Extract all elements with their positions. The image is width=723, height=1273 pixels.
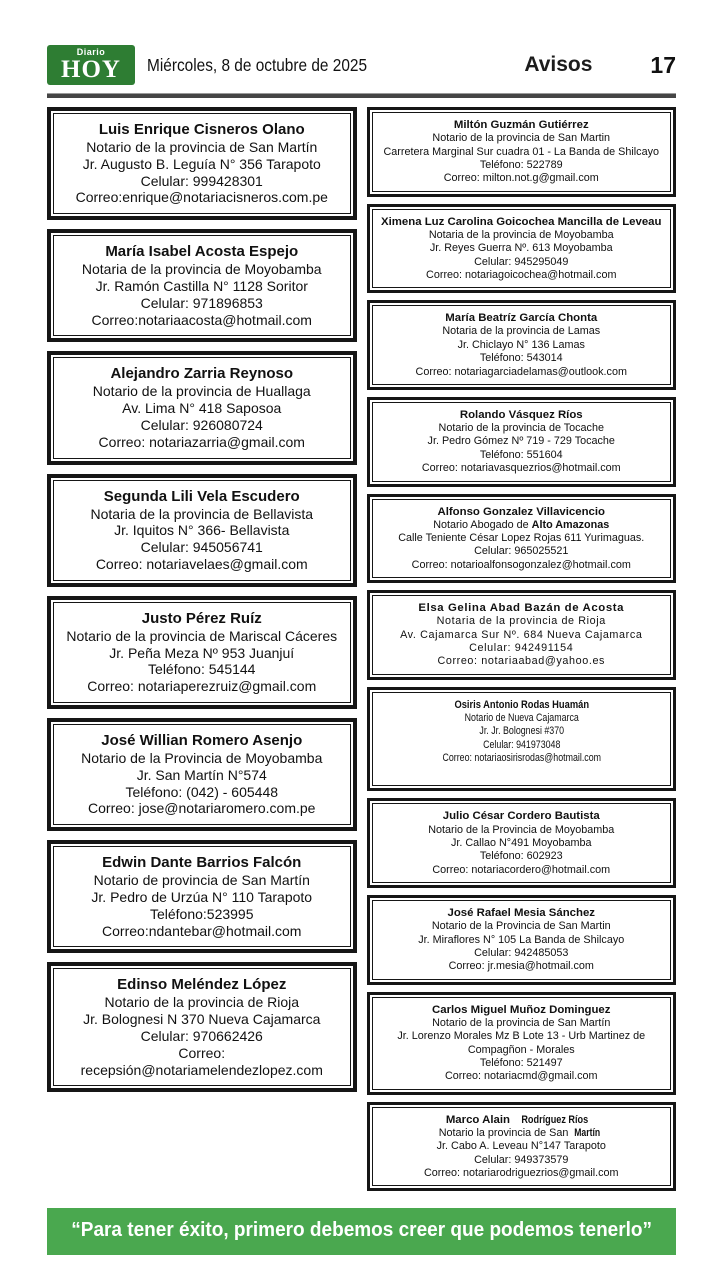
logo-top-text: Diario — [76, 46, 106, 57]
notary-address: Jr. Callao N°491 Moyobamba — [450, 837, 592, 849]
notary-card-perez — [47, 596, 357, 709]
notary-card-barrios — [47, 840, 357, 953]
notary-address: Jr. Augusto B. Leguía N° 356 Tarapoto — [82, 155, 321, 172]
notary-phone: Celular: 965025521 — [474, 545, 569, 558]
notary-name: Rolando Vásquez Ríos — [459, 408, 583, 421]
notary-title-bold-segment: Alto Amazonas — [531, 518, 610, 531]
notary-title: Notario de la provincia de San Martin — [432, 132, 611, 145]
notary-address: Jr. Iquitos N° 366- Bellavista — [114, 522, 290, 539]
notary-title: Notario de la provincia de Huallaga — [92, 383, 311, 400]
listings-columns — [47, 107, 676, 1198]
notary-address: Jr. Peña Meza Nº 953 Juanjuí — [109, 644, 295, 661]
notary-title: Notario de la provincia de San Martín — [432, 1016, 611, 1029]
notary-phone: Celular: 942485053 — [474, 947, 569, 960]
notary-name: Alfonso Gonzalez Villavicencio — [437, 505, 606, 518]
notary-title: Notaria de la provincia de Moyobamba — [81, 261, 322, 278]
notary-phone: Teléfono: 543014 — [479, 352, 563, 365]
notary-title: Notaria de la provincia de Bellavista — [90, 505, 314, 522]
notary-name: Luis Enrique Cisneros Olano — [98, 121, 305, 138]
notary-card-munoz — [367, 992, 677, 1095]
notary-card-romero — [47, 718, 357, 831]
notary-phone: Celular: 970662426 — [140, 1027, 263, 1044]
notary-card-goicochea — [367, 204, 677, 294]
notary-card-melendez — [47, 962, 357, 1092]
notary-phone: Teléfono: 522789 — [479, 158, 563, 171]
notary-email: Correo: milton.not.g@gmail.com — [443, 172, 599, 185]
notary-card-zarria — [47, 351, 357, 464]
notary-title: Notario la provincia de San Martín — [438, 1126, 601, 1139]
notary-email: Correo: notariavelaes@gmail.com — [95, 555, 308, 572]
notary-address: Jr. Lorenzo Morales Mz B Lote 13 - Urb Martinez de Compagñon - Morales — [397, 1030, 646, 1056]
section-title: Avisos — [524, 53, 593, 76]
notary-address: Jr. Pedro Gómez Nº 719 - 729 Tocache — [427, 435, 615, 448]
notary-card-vasquez — [367, 397, 677, 487]
notary-name: Edinso Meléndez López — [117, 976, 287, 994]
notary-title: Notario de la provincia de Rioja — [104, 994, 300, 1011]
notary-title: Notario de provincia de San Martín — [93, 872, 310, 889]
right-column — [367, 107, 677, 1198]
notary-card-rodriguez — [367, 1102, 677, 1192]
notary-email: Correo: jr.mesia@hotmail.com — [448, 960, 594, 973]
notary-address: Jr. Bolognesi N 370 Nueva Cajamarca — [83, 1011, 321, 1028]
notary-phone: Celular: 949373579 — [474, 1153, 569, 1166]
notary-card-cisneros — [47, 107, 357, 220]
notary-address: Jr. Ramón Castilla N° 1128 Soritor — [95, 277, 308, 294]
notary-title-condensed-segment: Martín — [574, 1126, 601, 1139]
notary-name: Elsa Gelina Abad Bazán de Acosta — [418, 602, 625, 615]
notary-name: Miltón Guzmán Gutiérrez — [453, 119, 589, 131]
notary-email: Correo:ndantebar@hotmail.com — [102, 922, 302, 939]
left-column — [47, 107, 357, 1101]
notary-address: Av. Cajamarca Sur Nº. 684 Nueva Cajamarca — [400, 628, 643, 641]
notary-address: Jr. Jr. Bolognesi #370 — [478, 725, 564, 738]
notary-address: Carretera Marginal Sur cuadra 01 - La Banda de Shilcayo — [383, 145, 659, 158]
notary-phone: Celular: 941973048 — [482, 738, 560, 751]
notary-email: Correo: notariavasquezrios@hotmail.com — [421, 462, 621, 475]
notary-phone: Celular: 945056741 — [140, 539, 263, 556]
notary-phone: Celular: 999428301 — [140, 172, 263, 189]
notary-phone: Teléfono: 551604 — [479, 448, 563, 461]
notary-address: Jr. Miraflores N° 105 La Banda de Shilcayo — [418, 933, 625, 946]
notary-name: Alejandro Zarria Reynoso — [110, 365, 294, 383]
notary-card-abad — [367, 590, 677, 680]
notary-address: Calle Teniente César Lopez Rojas 611 Yurimaguas. — [398, 532, 645, 545]
notary-address: Jr. San Martín N°574 — [136, 766, 267, 783]
notary-phone: Celular: 945295049 — [474, 255, 569, 268]
notary-email: Correo: notariagarciadelamas@outlook.com — [415, 365, 627, 378]
notary-address: Jr. Cabo A. Leveau N°147 Tarapoto — [436, 1140, 606, 1153]
notary-card-gonzalez — [367, 494, 677, 584]
notary-email: Correo:notariaacosta@hotmail.com — [91, 311, 312, 328]
notary-address: Jr. Pedro de Urzúa N° 110 Tarapoto — [91, 888, 313, 905]
notary-name: Justo Pérez Ruíz — [141, 609, 262, 627]
notary-name: Ximena Luz Carolina Goicochea Mancilla de Leveau — [381, 215, 662, 228]
notary-email: Correo: notariaosirisrodas@hotmail.com — [441, 752, 601, 765]
notary-email: Correo: recepsión@notariamelendezlopez.com — [80, 1044, 323, 1078]
notary-title: Notario de Nueva Cajamarca — [464, 711, 579, 724]
notary-phone: Teléfono: (042) - 605448 — [125, 783, 279, 800]
notary-name: Segunda Lili Vela Escudero — [103, 487, 300, 505]
notary-phone: Teléfono:523995 — [149, 905, 254, 922]
notary-title: Notario de la provincia de Mariscal Cáceres — [66, 627, 338, 644]
notary-title: Notario de la provincia de San Martín — [86, 139, 318, 155]
notary-address: Jr. Reyes Guerra Nº. 613 Moyobamba — [429, 242, 613, 255]
notary-email: Correo:enrique@notariacisneros.com.pe — [75, 189, 328, 206]
notary-title: Notaria de la provincia de Rioja — [436, 615, 606, 628]
notary-card-cordero — [367, 798, 677, 888]
notary-phone: Teléfono: 602923 — [479, 850, 563, 863]
quote-text: “Para tener éxito, primero debemos creer que podemos tenerlo” — [71, 1219, 652, 1242]
notary-email: Correo: notariazarria@gmail.com — [98, 433, 305, 450]
notary-card-vela — [47, 474, 357, 587]
notary-email: Correo: notariagoicochea@hotmail.com — [426, 268, 617, 281]
notary-address: Av. Lima N° 418 Saposoa — [122, 400, 282, 417]
notary-email: Correo: notariarodriguezrios@gmail.com — [423, 1167, 619, 1180]
notary-name: José Willian Romero Asenjo — [101, 731, 303, 749]
notary-name: María Beatríz García Chonta — [445, 312, 598, 325]
logo-main-text: HOY — [61, 56, 121, 84]
notary-title: Notario Abogado de Alto Amazonas — [433, 518, 610, 531]
notary-title: Notario de la Provincia de Moyobamba — [428, 823, 615, 836]
edition-date: Miércoles, 8 de octubre de 2025 — [147, 54, 368, 75]
notary-name: Carlos Miguel Muñoz Dominguez — [432, 1003, 611, 1016]
notary-name: José Rafael Mesia Sánchez — [447, 907, 596, 920]
notary-phone: Celular: 942491154 — [469, 642, 574, 655]
page-header — [47, 44, 676, 86]
notary-card-garcia — [367, 300, 677, 390]
quote-banner — [47, 1208, 676, 1255]
notary-email: Correo: notarioalfonsogonzalez@hotmail.com — [411, 558, 631, 571]
notary-name: Julio César Cordero Bautista — [442, 810, 600, 823]
notary-phone: Celular: 971896853 — [140, 294, 263, 311]
notary-email: Correo: notariaperezruiz@gmail.com — [87, 678, 317, 695]
notary-email: Correo: notariacordero@hotmail.com — [432, 863, 611, 876]
notary-phone: Celular: 926080724 — [140, 416, 263, 433]
notary-name: Marco Alain Rodríguez Ríos — [445, 1113, 589, 1126]
notary-card-guzman — [367, 107, 677, 197]
notary-name-condensed-segment: Rodríguez Ríos — [521, 1113, 589, 1126]
page-number: 17 — [650, 51, 676, 78]
notary-email: Correo: notariaabad@yahoo.es — [437, 655, 606, 668]
notary-name: Edwin Dante Barrios Falcón — [102, 854, 302, 872]
notary-title: Notario de la Provincia de Moyobamba — [81, 749, 323, 766]
notary-phone: Teléfono: 545144 — [148, 661, 256, 678]
notary-email: Correo: notariacmd@gmail.com — [444, 1070, 598, 1083]
notary-title: Notaria de la provincia de Moyobamba — [428, 228, 614, 241]
notary-card-mesia — [367, 895, 677, 985]
notary-card-acosta — [47, 229, 357, 342]
notary-name: Osiris Antonio Rodas Huamán — [453, 698, 589, 711]
notary-name: María Isabel Acosta Espejo — [105, 243, 299, 261]
notary-title: Notaria de la provincia de Lamas — [442, 325, 601, 338]
notary-card-rodas — [367, 687, 677, 792]
notary-address: Jr. Chiclayo N° 136 Lamas — [457, 338, 585, 351]
notary-title: Notario de la provincia de Tocache — [438, 422, 604, 435]
diario-hoy-logo — [47, 45, 135, 85]
header-divider — [47, 93, 676, 98]
notary-email: Correo: jose@notariaromero.com.pe — [88, 800, 316, 817]
notary-title: Notario de la Provincia de San Martin — [431, 920, 611, 933]
notary-phone: Teléfono: 521497 — [479, 1057, 563, 1070]
